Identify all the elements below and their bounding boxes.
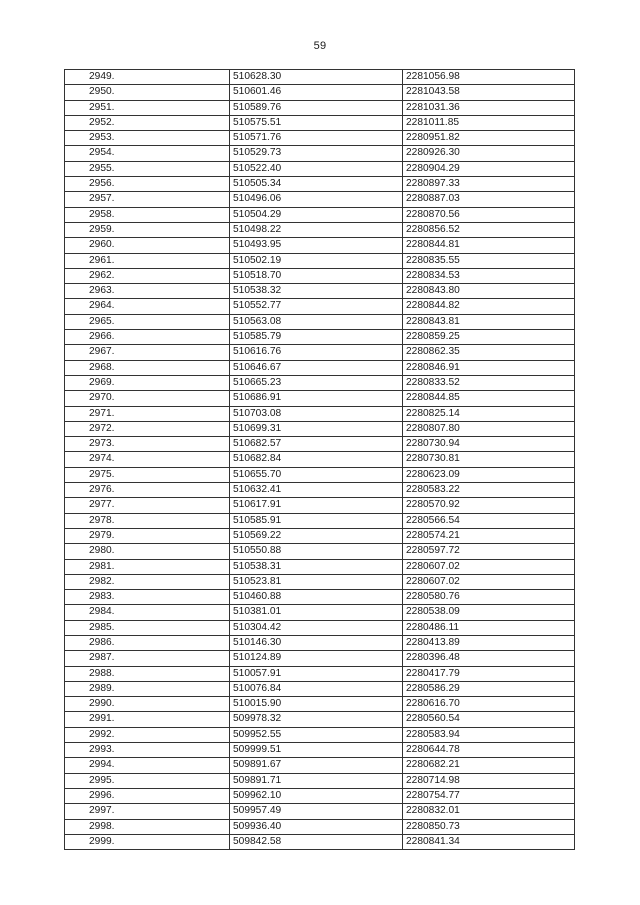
y-coordinate-cell: 2280856.52 — [403, 222, 575, 237]
table-row — [65, 528, 575, 543]
point-number-cell: 2987. — [65, 651, 230, 666]
x-coordinate-cell: 510552.77 — [230, 299, 403, 314]
point-number-cell: 2957. — [65, 192, 230, 207]
table-row — [65, 559, 575, 574]
y-coordinate-cell: 2280538.09 — [403, 605, 575, 620]
x-coordinate-cell: 510146.30 — [230, 635, 403, 650]
point-number-cell: 2991. — [65, 712, 230, 727]
table-row — [65, 314, 575, 329]
x-coordinate-cell: 510655.70 — [230, 467, 403, 482]
coordinates-table — [64, 69, 575, 850]
point-number-cell: 2969. — [65, 375, 230, 390]
x-coordinate-cell: 510699.31 — [230, 421, 403, 436]
x-coordinate-cell: 510571.76 — [230, 131, 403, 146]
y-coordinate-cell: 2280486.11 — [403, 620, 575, 635]
point-number-cell: 2958. — [65, 207, 230, 222]
y-coordinate-cell: 2280862.35 — [403, 345, 575, 360]
y-coordinate-cell: 2280574.21 — [403, 528, 575, 543]
x-coordinate-cell: 510538.32 — [230, 284, 403, 299]
table-row — [65, 115, 575, 130]
point-number-cell: 2975. — [65, 467, 230, 482]
y-coordinate-cell: 2280607.02 — [403, 574, 575, 589]
y-coordinate-cell: 2280844.82 — [403, 299, 575, 314]
table-row — [65, 834, 575, 849]
table-row — [65, 666, 575, 681]
y-coordinate-cell: 2280844.85 — [403, 391, 575, 406]
x-coordinate-cell: 510493.95 — [230, 238, 403, 253]
point-number-cell: 2962. — [65, 268, 230, 283]
y-coordinate-cell: 2280730.81 — [403, 452, 575, 467]
y-coordinate-cell: 2280843.80 — [403, 284, 575, 299]
table-row — [65, 222, 575, 237]
table-row — [65, 177, 575, 192]
point-number-cell: 2979. — [65, 528, 230, 543]
x-coordinate-cell: 510616.76 — [230, 345, 403, 360]
point-number-cell: 2977. — [65, 498, 230, 513]
x-coordinate-cell: 510498.22 — [230, 222, 403, 237]
x-coordinate-cell: 510632.41 — [230, 483, 403, 498]
x-coordinate-cell: 509891.71 — [230, 773, 403, 788]
point-number-cell: 2966. — [65, 330, 230, 345]
x-coordinate-cell: 509999.51 — [230, 743, 403, 758]
point-number-cell: 2960. — [65, 238, 230, 253]
y-coordinate-cell: 2280583.22 — [403, 483, 575, 498]
x-coordinate-cell: 510381.01 — [230, 605, 403, 620]
table-row — [65, 605, 575, 620]
x-coordinate-cell: 510682.84 — [230, 452, 403, 467]
y-coordinate-cell: 2280859.25 — [403, 330, 575, 345]
table-row — [65, 345, 575, 360]
table-row — [65, 268, 575, 283]
y-coordinate-cell: 2280623.09 — [403, 467, 575, 482]
x-coordinate-cell: 510124.89 — [230, 651, 403, 666]
y-coordinate-cell: 2280841.34 — [403, 834, 575, 849]
y-coordinate-cell: 2280834.53 — [403, 268, 575, 283]
y-coordinate-cell: 2280870.56 — [403, 207, 575, 222]
page-number: 59 — [313, 40, 327, 52]
point-number-cell: 2968. — [65, 360, 230, 375]
y-coordinate-cell: 2280926.30 — [403, 146, 575, 161]
x-coordinate-cell: 510460.88 — [230, 590, 403, 605]
table-row — [65, 743, 575, 758]
x-coordinate-cell: 510585.91 — [230, 513, 403, 528]
table-row — [65, 697, 575, 712]
x-coordinate-cell: 510502.19 — [230, 253, 403, 268]
table-row — [65, 574, 575, 589]
x-coordinate-cell: 510686.91 — [230, 391, 403, 406]
x-coordinate-cell: 510703.08 — [230, 406, 403, 421]
y-coordinate-cell: 2280566.54 — [403, 513, 575, 528]
y-coordinate-cell: 2280417.79 — [403, 666, 575, 681]
table-row — [65, 681, 575, 696]
point-number-cell: 2967. — [65, 345, 230, 360]
table-row — [65, 498, 575, 513]
point-number-cell: 2993. — [65, 743, 230, 758]
table-row — [65, 712, 575, 727]
point-number-cell: 2981. — [65, 559, 230, 574]
table-row — [65, 100, 575, 115]
table-row — [65, 360, 575, 375]
x-coordinate-cell: 510505.34 — [230, 177, 403, 192]
point-number-cell: 2990. — [65, 697, 230, 712]
x-coordinate-cell: 510504.29 — [230, 207, 403, 222]
x-coordinate-cell: 510518.70 — [230, 268, 403, 283]
point-number-cell: 2978. — [65, 513, 230, 528]
table-row — [65, 773, 575, 788]
table-row — [65, 635, 575, 650]
y-coordinate-cell: 2280897.33 — [403, 177, 575, 192]
point-number-cell: 2997. — [65, 804, 230, 819]
x-coordinate-cell: 510057.91 — [230, 666, 403, 681]
x-coordinate-cell: 509962.10 — [230, 788, 403, 803]
point-number-cell: 2970. — [65, 391, 230, 406]
point-number-cell: 2963. — [65, 284, 230, 299]
table-row — [65, 406, 575, 421]
point-number-cell: 2986. — [65, 635, 230, 650]
point-number-cell: 2964. — [65, 299, 230, 314]
x-coordinate-cell: 510550.88 — [230, 544, 403, 559]
y-coordinate-cell: 2280832.01 — [403, 804, 575, 819]
x-coordinate-cell: 510015.90 — [230, 697, 403, 712]
table-row — [65, 804, 575, 819]
x-coordinate-cell: 510617.91 — [230, 498, 403, 513]
point-number-cell: 2949. — [65, 70, 230, 85]
point-number-cell: 2988. — [65, 666, 230, 681]
table-row — [65, 421, 575, 436]
y-coordinate-cell: 2280580.76 — [403, 590, 575, 605]
y-coordinate-cell: 2280583.94 — [403, 727, 575, 742]
table-row — [65, 85, 575, 100]
point-number-cell: 2989. — [65, 681, 230, 696]
table-row — [65, 70, 575, 85]
point-number-cell: 2956. — [65, 177, 230, 192]
x-coordinate-cell: 509891.67 — [230, 758, 403, 773]
table-row — [65, 284, 575, 299]
y-coordinate-cell: 2280835.55 — [403, 253, 575, 268]
y-coordinate-cell: 2280846.91 — [403, 360, 575, 375]
y-coordinate-cell: 2280887.03 — [403, 192, 575, 207]
x-coordinate-cell: 510529.73 — [230, 146, 403, 161]
y-coordinate-cell: 2280904.29 — [403, 161, 575, 176]
y-coordinate-cell: 2280644.78 — [403, 743, 575, 758]
point-number-cell: 2980. — [65, 544, 230, 559]
x-coordinate-cell: 510665.23 — [230, 375, 403, 390]
point-number-cell: 2999. — [65, 834, 230, 849]
y-coordinate-cell: 2280607.02 — [403, 559, 575, 574]
table-row — [65, 131, 575, 146]
table-row — [65, 452, 575, 467]
table-row — [65, 651, 575, 666]
table-row — [65, 727, 575, 742]
x-coordinate-cell: 510646.67 — [230, 360, 403, 375]
x-coordinate-cell: 510076.84 — [230, 681, 403, 696]
table-row — [65, 161, 575, 176]
y-coordinate-cell: 2280951.82 — [403, 131, 575, 146]
y-coordinate-cell: 2281043.58 — [403, 85, 575, 100]
table-row — [65, 819, 575, 834]
x-coordinate-cell: 510304.42 — [230, 620, 403, 635]
table-row — [65, 758, 575, 773]
x-coordinate-cell: 509978.32 — [230, 712, 403, 727]
point-number-cell: 2984. — [65, 605, 230, 620]
y-coordinate-cell: 2280570.92 — [403, 498, 575, 513]
y-coordinate-cell: 2280714.98 — [403, 773, 575, 788]
x-coordinate-cell: 509842.58 — [230, 834, 403, 849]
point-number-cell: 2950. — [65, 85, 230, 100]
point-number-cell: 2995. — [65, 773, 230, 788]
point-number-cell: 2954. — [65, 146, 230, 161]
point-number-cell: 2983. — [65, 590, 230, 605]
point-number-cell: 2971. — [65, 406, 230, 421]
table-row — [65, 207, 575, 222]
x-coordinate-cell: 509936.40 — [230, 819, 403, 834]
x-coordinate-cell: 510575.51 — [230, 115, 403, 130]
x-coordinate-cell: 509952.55 — [230, 727, 403, 742]
y-coordinate-cell: 2280850.73 — [403, 819, 575, 834]
x-coordinate-cell: 510563.08 — [230, 314, 403, 329]
point-number-cell: 2992. — [65, 727, 230, 742]
table-row — [65, 437, 575, 452]
x-coordinate-cell: 510523.81 — [230, 574, 403, 589]
table-row — [65, 590, 575, 605]
table-row — [65, 788, 575, 803]
y-coordinate-cell: 2280730.94 — [403, 437, 575, 452]
table-row — [65, 375, 575, 390]
point-number-cell: 2985. — [65, 620, 230, 635]
point-number-cell: 2959. — [65, 222, 230, 237]
point-number-cell: 2951. — [65, 100, 230, 115]
y-coordinate-cell: 2280396.48 — [403, 651, 575, 666]
table-row — [65, 238, 575, 253]
y-coordinate-cell: 2281056.98 — [403, 70, 575, 85]
point-number-cell: 2976. — [65, 483, 230, 498]
point-number-cell: 2961. — [65, 253, 230, 268]
y-coordinate-cell: 2280597.72 — [403, 544, 575, 559]
y-coordinate-cell: 2281011.85 — [403, 115, 575, 130]
x-coordinate-cell: 510628.30 — [230, 70, 403, 85]
x-coordinate-cell: 509957.49 — [230, 804, 403, 819]
table-row — [65, 146, 575, 161]
table-row — [65, 483, 575, 498]
x-coordinate-cell: 510569.22 — [230, 528, 403, 543]
table-row — [65, 299, 575, 314]
x-coordinate-cell: 510585.79 — [230, 330, 403, 345]
x-coordinate-cell: 510682.57 — [230, 437, 403, 452]
point-number-cell: 2952. — [65, 115, 230, 130]
y-coordinate-cell: 2280560.54 — [403, 712, 575, 727]
point-number-cell: 2965. — [65, 314, 230, 329]
y-coordinate-cell: 2280833.52 — [403, 375, 575, 390]
x-coordinate-cell: 510601.46 — [230, 85, 403, 100]
table-row — [65, 513, 575, 528]
table-row — [65, 467, 575, 482]
point-number-cell: 2953. — [65, 131, 230, 146]
point-number-cell: 2974. — [65, 452, 230, 467]
point-number-cell: 2982. — [65, 574, 230, 589]
table-row — [65, 391, 575, 406]
point-number-cell: 2994. — [65, 758, 230, 773]
table-row — [65, 620, 575, 635]
point-number-cell: 2955. — [65, 161, 230, 176]
x-coordinate-cell: 510538.31 — [230, 559, 403, 574]
table-row — [65, 544, 575, 559]
x-coordinate-cell: 510589.76 — [230, 100, 403, 115]
point-number-cell: 2996. — [65, 788, 230, 803]
point-number-cell: 2998. — [65, 819, 230, 834]
y-coordinate-cell: 2280807.80 — [403, 421, 575, 436]
point-number-cell: 2973. — [65, 437, 230, 452]
y-coordinate-cell: 2281031.36 — [403, 100, 575, 115]
y-coordinate-cell: 2280682.21 — [403, 758, 575, 773]
y-coordinate-cell: 2280754.77 — [403, 788, 575, 803]
y-coordinate-cell: 2280413.89 — [403, 635, 575, 650]
x-coordinate-cell: 510522.40 — [230, 161, 403, 176]
y-coordinate-cell: 2280825.14 — [403, 406, 575, 421]
table-row — [65, 192, 575, 207]
table-row — [65, 330, 575, 345]
y-coordinate-cell: 2280843.81 — [403, 314, 575, 329]
x-coordinate-cell: 510496.06 — [230, 192, 403, 207]
y-coordinate-cell: 2280844.81 — [403, 238, 575, 253]
point-number-cell: 2972. — [65, 421, 230, 436]
y-coordinate-cell: 2280616.70 — [403, 697, 575, 712]
table-row — [65, 253, 575, 268]
y-coordinate-cell: 2280586.29 — [403, 681, 575, 696]
coordinates-table-body — [65, 70, 575, 850]
